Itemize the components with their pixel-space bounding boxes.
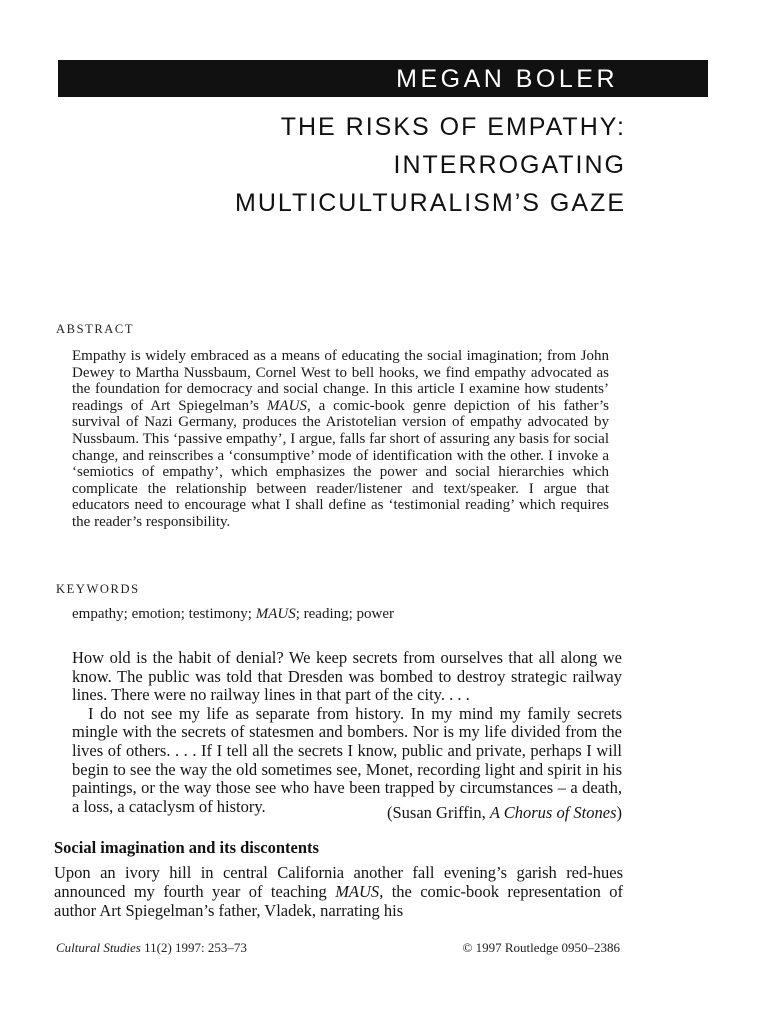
keywords-list [72, 606, 394, 623]
author-name: MEGAN BOLER [396, 65, 618, 93]
title-line: MULTICULTURALISM’S GAZE [235, 189, 626, 217]
keywords-part: ; reading; power [295, 606, 395, 622]
epigraph-attribution [387, 803, 622, 823]
body-paragraph [54, 863, 623, 920]
citation-details: 11(2) 1997: 253–73 [140, 940, 247, 955]
author-banner [58, 60, 708, 97]
section-heading: Social imagination and its discontents [54, 838, 319, 857]
attribution-part: ) [616, 803, 622, 822]
epigraph-paragraph: How old is the habit of denial? We keep secrets from ourselves that all along we know. The public was told that Dresden was bombed to destroy strategic railway lines. There were no railway lines in that part of the city. . . . [72, 648, 622, 705]
epigraph [72, 649, 622, 816]
maus-title: MAUS [255, 606, 296, 622]
article-title [235, 108, 626, 222]
abstract-label: ABSTRACT [56, 322, 135, 336]
journal-name: Cultural Studies [56, 940, 141, 955]
title-line: INTERROGATING [393, 151, 626, 179]
body-text-part: , the comic-book representation of author Art Spiegelman’s father, Vladek, narrating his [54, 882, 624, 920]
attribution-book-title: A Chorus of Stones [489, 803, 617, 822]
abstract-text [72, 348, 609, 531]
epigraph-paragraph: I do not see my life as separate from history. In my mind my family secrets mingle with the secrets of statesmen and bombers. Nor is my life divided from the lives of others. . . . If I tell all the secrets I know, public and private, perhaps I will begin to see the way the old sometimes see, Monet, recording light and spirit in his paintings, or the way those see who have been trapped by circumstances – a death, a loss, a cataclysm of history. [72, 703, 622, 816]
maus-title: MAUS [266, 397, 307, 414]
body-text-part: Upon an ivory hill in central California another fall evening’s garish red-hues announced my fourth year of teaching [54, 863, 623, 901]
keywords-label: KEYWORDS [56, 582, 140, 596]
abstract-text-part: , a comic-book genre depiction of his father’s survival of Nazi Germany, produces the Aristotelian version of empathy advocated by Nussbaum. This ‘passive empathy’, I argue, falls far short of assuring any basis for social change, and reinscribes a ‘consumptive’ mode of identification with the other. I invoke a ‘semiotics of empathy’, which emphasizes the power and social hierarchies which complicate the relationship between reader/listener and text/speaker. I argue that educators need to encourage what I shall define as ‘testimonial reading’ which requires the reader’s responsibility. [72, 397, 609, 530]
title-line: THE RISKS OF EMPATHY: [280, 113, 626, 141]
abstract-text-part: Empathy is widely embraced as a means of educating the social imagination; from John Dewey to Martha Nussbaum, Cornel West to bell hooks, we find empathy advocated as the foundation for democracy and social change. In this article I examine how students’ readings of Art Spiegelman’s [72, 348, 609, 414]
keywords-part: empathy; emotion; testimony; [72, 606, 256, 622]
copyright-notice: © 1997 Routledge 0950–2386 [462, 940, 620, 955]
journal-citation [56, 940, 247, 956]
attribution-part: (Susan Griffin, [387, 803, 490, 822]
maus-title: MAUS [335, 882, 380, 901]
